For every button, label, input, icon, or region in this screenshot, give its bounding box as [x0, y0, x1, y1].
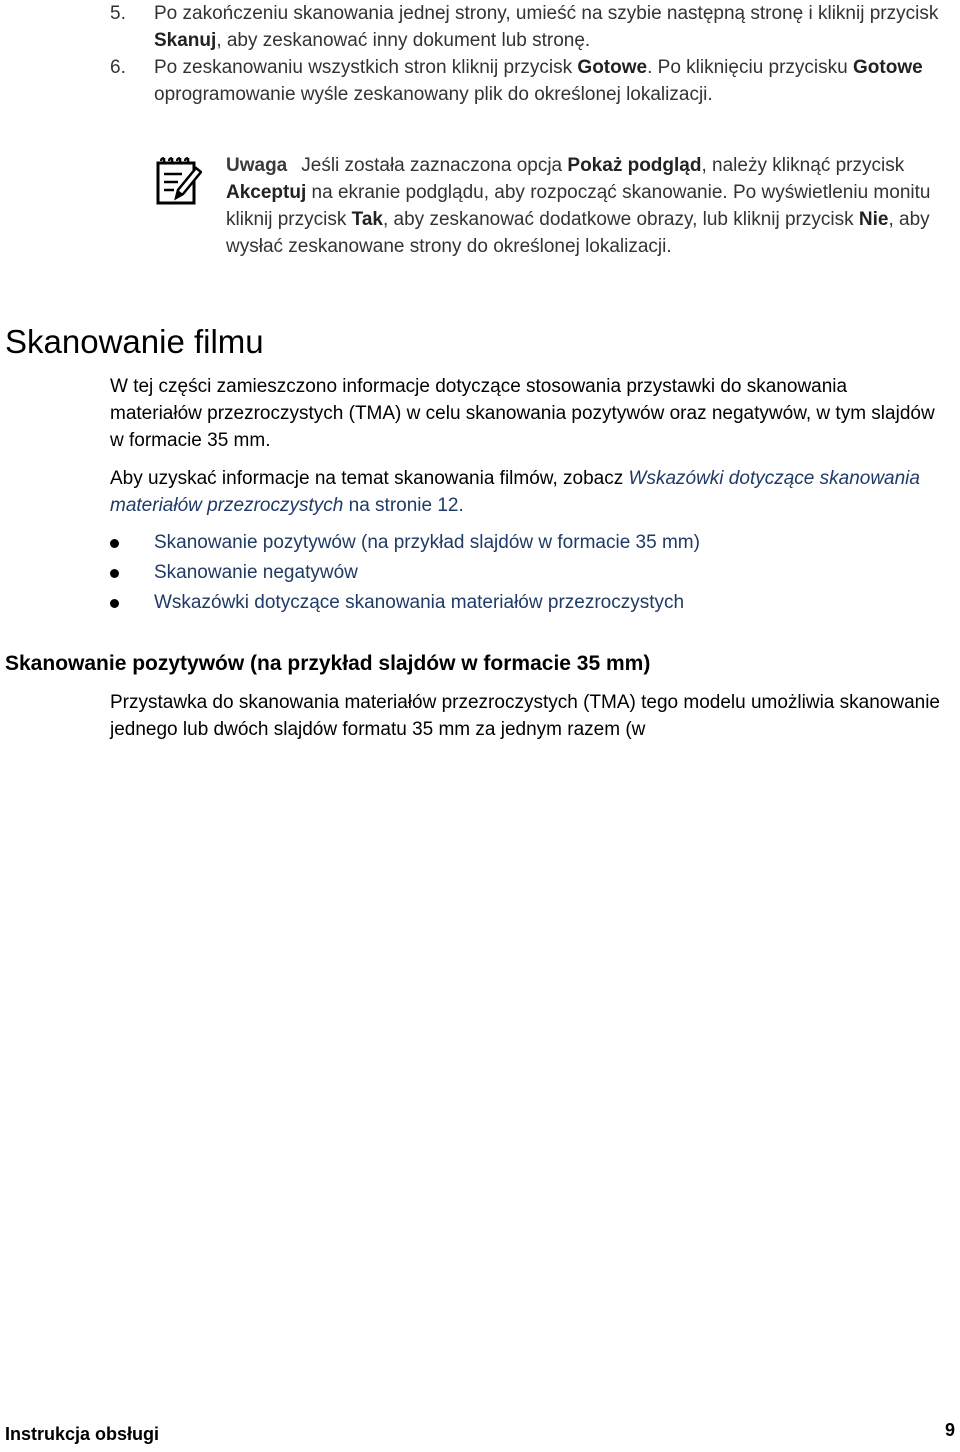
step-number: 5.	[110, 3, 126, 24]
page-number: 9	[944, 1420, 955, 1440]
list-link[interactable]: Skanowanie negatywów	[154, 562, 358, 583]
list-item[interactable]	[110, 528, 700, 558]
bullet-icon	[110, 539, 119, 548]
note-pencil-icon	[154, 154, 202, 206]
section-intro: W tej części zamieszczono informacje dotyczące stosowania przystawki do skanowania materiałów przezroczystych (TMA) w celu skanowania pozytywów oraz negatywów, w tym slajdów w formacie 35 mm.	[110, 376, 935, 451]
step-text: Po zakończeniu skanowania jednej strony, umieść na szybie następną stronę i kliknij przycisk Skanuj, aby zeskanować inny dokument lub stronę.	[154, 3, 939, 51]
bullet-icon	[110, 599, 119, 608]
list-item[interactable]	[110, 588, 700, 618]
step-5	[110, 0, 940, 54]
note-label: Uwaga	[226, 155, 288, 176]
reference-link[interactable]: Wskazówki dotyczące skanowania materiałów przezroczystych na stronie 12.	[110, 468, 920, 516]
button-name-skanuj: Skanuj	[154, 30, 217, 51]
list-link[interactable]: Wskazówki dotyczące skanowania materiałów przezroczystych	[154, 592, 685, 613]
note-box	[154, 152, 934, 260]
note-text: Uwaga Jeśli została zaznaczona opcja Pokaż podgląd, należy kliknąć przycisk Akceptuj na ekranie podglądu, aby rozpocząć skanowanie. Po wyświetleniu monitu kliknij przycisk Tak, aby zeskanować dodatkowe obrazy, lub kliknij przycisk Nie, aby wysłać zeskanowane strony do określonej lokalizacji.	[226, 155, 931, 257]
subsection-text: Przystawka do skanowania materiałów przezroczystych (TMA) tego modelu umożliwia skanowanie jednego lub dwóch slajdów formatu 35 mm za jednym razem (w	[110, 692, 940, 740]
section-title: Skanowanie filmu	[5, 323, 264, 360]
list-link[interactable]: Skanowanie pozytywów (na przykład slajdów w formacie 35 mm)	[154, 532, 700, 553]
step-number: 6.	[110, 57, 126, 78]
footer-title: Instrukcja obsługi	[5, 1424, 160, 1444]
section-link-list	[110, 528, 700, 618]
subsection-title: Skanowanie pozytywów (na przykład slajdów w formacie 35 mm)	[5, 652, 651, 675]
button-name-gotowe: Gotowe	[577, 57, 648, 78]
bullet-icon	[110, 569, 119, 578]
list-item[interactable]	[110, 558, 700, 588]
step-text: Po zeskanowaniu wszystkich stron kliknij przycisk Gotowe. Po kliknięciu przycisku Gotowe oprogramowanie wyśle zeskanowany plik do określonej lokalizacji.	[154, 57, 923, 105]
section-reference: Aby uzyskać informacje na temat skanowania filmów, zobacz Wskazówki dotyczące skanowania materiałów przezroczystych na stronie 12.	[110, 468, 920, 516]
step-6	[110, 54, 940, 108]
button-name-gotowe: Gotowe	[853, 57, 923, 78]
